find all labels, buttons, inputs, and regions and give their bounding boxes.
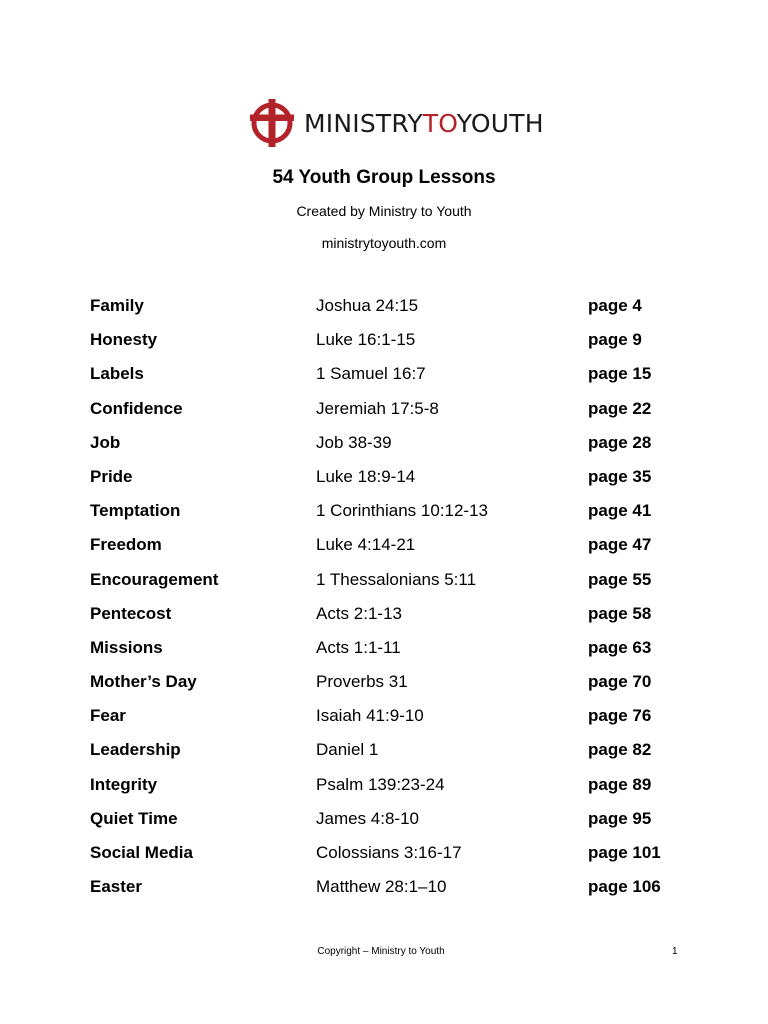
ministry-to-youth-logo	[246, 95, 544, 151]
lesson-topic: Social Media	[90, 843, 193, 862]
lesson-scripture: Luke 16:1-15	[316, 330, 416, 350]
lesson-table	[0, 289, 768, 904]
lesson-page: page 41	[588, 501, 652, 521]
lesson-row	[0, 733, 768, 767]
lesson-row	[0, 392, 768, 426]
lesson-topic: Pentecost	[90, 603, 172, 623]
logo-wordmark-to: TO	[422, 108, 457, 138]
lesson-row	[0, 494, 768, 528]
lesson-row	[0, 802, 768, 836]
lesson-topic: Mother’s Day	[90, 672, 197, 692]
lesson-row	[0, 426, 768, 460]
lesson-page: page 70	[588, 672, 652, 692]
lesson-page: page 63	[588, 637, 652, 657]
lesson-scripture: Daniel 1	[316, 740, 379, 760]
lesson-page: page 55	[588, 569, 652, 589]
lesson-scripture: Luke 4:14-21	[316, 535, 416, 555]
lesson-page: page 106	[588, 877, 661, 897]
lesson-topic: Easter	[90, 877, 142, 897]
document-title: 54 Youth Group Lessons	[272, 167, 496, 188]
lesson-scripture: Luke 18:9-14	[316, 466, 416, 486]
footer-copyright: Copyright – Ministry to Youth	[317, 946, 445, 957]
lesson-row	[0, 460, 768, 494]
lesson-row	[0, 631, 768, 665]
lesson-topic: Family	[90, 296, 144, 315]
lesson-page: page 28	[588, 432, 652, 452]
lesson-topic: Freedom	[90, 535, 162, 555]
lesson-scripture: James 4:8-10	[316, 808, 419, 828]
logo-wordmark-youth: YOUTH	[456, 108, 544, 138]
lesson-row	[0, 836, 768, 870]
lesson-scripture: Acts 2:1-13	[316, 603, 402, 623]
lesson-topic: Encouragement	[90, 569, 219, 589]
lesson-row	[0, 563, 768, 597]
lesson-page: page 89	[588, 774, 652, 794]
lesson-scripture: Job 38-39	[316, 432, 392, 452]
lesson-row	[0, 357, 768, 391]
lesson-page: page 47	[588, 535, 652, 555]
lesson-row	[0, 870, 768, 904]
logo-wordmark	[304, 108, 544, 138]
lesson-page: page 95	[588, 808, 652, 828]
lesson-topic: Honesty	[90, 330, 158, 350]
cross-target-icon	[246, 97, 298, 149]
lesson-topic: Job	[90, 432, 121, 452]
lesson-row	[0, 528, 768, 562]
lesson-page: page 15	[588, 364, 652, 384]
footer-page-number: 1	[672, 946, 678, 957]
document-subtitle: Created by Ministry to Youth	[296, 203, 472, 219]
lesson-scripture: Joshua 24:15	[316, 296, 419, 315]
lesson-scripture: 1 Corinthians 10:12-13	[316, 501, 489, 521]
lesson-row	[0, 768, 768, 802]
lesson-row	[0, 665, 768, 699]
lesson-page: page 35	[588, 466, 652, 486]
lesson-page: page 9	[588, 330, 642, 350]
lesson-scripture: Colossians 3:16-17	[316, 843, 462, 862]
lesson-scripture: Proverbs 31	[316, 672, 408, 692]
lesson-row	[0, 699, 768, 733]
lesson-topic: Fear	[90, 706, 126, 726]
lesson-page: page 22	[588, 398, 652, 418]
lesson-page: page 101	[588, 843, 661, 862]
website-text: ministrytoyouth.com	[321, 235, 447, 251]
lesson-topic: Quiet Time	[90, 808, 178, 828]
lesson-scripture: Jeremiah 17:5-8	[316, 398, 439, 418]
lesson-scripture: Acts 1:1-11	[316, 637, 401, 657]
lesson-topic: Temptation	[90, 501, 181, 521]
lesson-row	[0, 323, 768, 357]
lesson-page: page 58	[588, 603, 652, 623]
lesson-row	[0, 597, 768, 631]
lesson-page: page 76	[588, 706, 652, 726]
lesson-row	[0, 289, 768, 323]
lesson-topic: Leadership	[90, 740, 181, 760]
lesson-topic: Integrity	[90, 774, 158, 794]
lesson-scripture: 1 Thessalonians 5:11	[316, 569, 477, 589]
lesson-topic: Confidence	[90, 398, 183, 418]
lesson-scripture: Isaiah 41:9-10	[316, 706, 424, 726]
logo-wordmark-ministry: MINISTRY	[304, 108, 423, 138]
lesson-topic: Pride	[90, 466, 133, 486]
lesson-scripture: 1 Samuel 16:7	[316, 364, 426, 384]
lesson-topic: Missions	[90, 637, 163, 657]
lesson-scripture: Matthew 28:1–10	[316, 877, 447, 897]
lesson-page: page 82	[588, 740, 652, 760]
lesson-page: page 4	[588, 296, 642, 315]
lesson-topic: Labels	[90, 364, 144, 384]
lesson-scripture: Psalm 139:23-24	[316, 774, 445, 794]
